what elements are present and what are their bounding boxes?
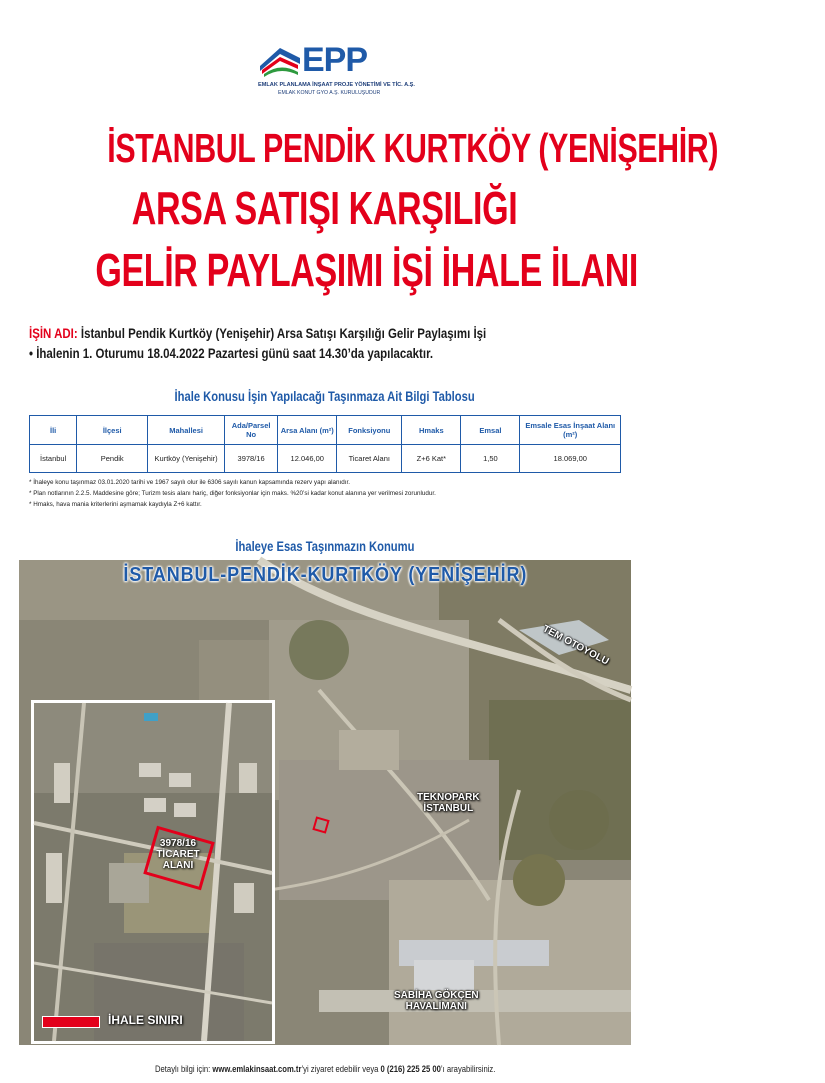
header-ada-parsel: Ada/Parsel No xyxy=(225,416,278,445)
tem-highway-label: TEM OTOYOLU xyxy=(540,623,611,668)
epp-logo xyxy=(258,40,415,102)
header-il: İli xyxy=(30,416,77,445)
logo-text: EPP xyxy=(302,41,368,79)
footer-website-link[interactable]: www.emlakinsaat.com.tr xyxy=(212,1064,302,1074)
job-name-value: İstanbul Pendik Kurtköy (Yenişehir) Arsa Satışı Karşılığı Gelir Paylaşımı İşi xyxy=(77,325,487,341)
footer-contact: Detaylı bilgi için: www.emlakinsaat.com.tr’yi ziyaret edebilir veya 0 (216) 225 25 00’ı arayabilirsiniz. xyxy=(154,1064,496,1074)
session-line: • İhalenin 1. Oturumu 18.04.2022 Pazartesi günü saat 14.30’da yapılacaktır. xyxy=(29,345,434,361)
logo-parent-line: EMLAK KONUT GYO A.Ş. KURULUŞUDUR xyxy=(278,90,381,96)
title-line-3: GELİR PAYLAŞIMI İŞİ İHALE İLANI xyxy=(95,244,639,296)
parcel-label: 3978/16 TİCARET ALANI xyxy=(156,838,200,871)
legend-label: İHALE SINIRI xyxy=(108,1013,183,1027)
title-line-1: İSTANBUL PENDİK KURTKÖY (YENİŞEHİR) xyxy=(107,125,719,171)
header-insaat-alani: Emsale Esas İnşaat Alanı (m²) xyxy=(520,416,621,445)
header-fonksiyon: Fonksiyonu xyxy=(337,416,402,445)
airport-label: SABİHA GÖKÇEN HAVALİMANI xyxy=(394,990,479,1012)
legend-swatch xyxy=(42,1016,100,1028)
cell-il: İstanbul xyxy=(30,445,77,473)
job-name-line xyxy=(29,325,486,341)
header-hmaks: Hmaks xyxy=(402,416,461,445)
logo-company-line: EMLAK PLANLAMA İNŞAAT PROJE YÖNETİMİ VE TİC. A.Ş. xyxy=(258,82,415,88)
table-header-row xyxy=(30,416,621,445)
note-1: * İhaleye konu taşınmaz 03.01.2020 tarihi ve 1967 sayılı olur ile 6306 sayılı kanun kapsamında rezerv yapı alanıdır. xyxy=(29,479,350,486)
aerial-map xyxy=(19,560,631,1045)
header-mahalle: Mahallesi xyxy=(148,416,225,445)
header-ilce: İlçesi xyxy=(77,416,148,445)
cell-emsal: 1,50 xyxy=(461,445,520,473)
teknopark-label: TEKNOPARK İSTANBUL xyxy=(417,792,480,814)
cell-mahalle: Kurtköy (Yenişehir) xyxy=(148,445,225,473)
cell-hmaks: Z+6 Kat* xyxy=(402,445,461,473)
header-arsa-alani: Arsa Alanı (m²) xyxy=(278,416,337,445)
map-section-title: İhaleye Esas Taşınmazın Konumu xyxy=(235,538,415,554)
cell-insaat-alani: 18.069,00 xyxy=(520,445,621,473)
cell-ada-parsel: 3978/16 xyxy=(225,445,278,473)
job-name-label: İŞİN ADI: xyxy=(29,325,78,341)
note-3: * Hmaks, hava mania kriterlerini aşmamak kaydıyla Z+6 kattır. xyxy=(29,501,202,508)
header-emsal: Emsal xyxy=(461,416,520,445)
table-row xyxy=(30,445,621,473)
footer-phone: 0 (216) 225 25 00 xyxy=(380,1064,441,1074)
title-line-2: ARSA SATIŞI KARŞILIĞI xyxy=(132,182,518,234)
map-title: İSTANBUL-PENDİK-KURTKÖY (YENİŞEHİR) xyxy=(123,564,527,586)
inset-map xyxy=(31,700,275,1044)
table-notes xyxy=(29,477,436,510)
property-info-table xyxy=(29,415,621,473)
house-roof-icon xyxy=(258,44,302,78)
cell-fonksiyon: Ticaret Alanı xyxy=(337,445,402,473)
table-title: İhale Konusu İşin Yapılacağı Taşınmaza Ait Bilgi Tablosu xyxy=(174,388,476,404)
note-2: * Plan notlarının 2.2.5. Maddesine göre; Turizm tesis alanı hariç, diğer fonksiyonlar için maks. %20’si kadar konut alanına yer verilmesi zorunludur. xyxy=(29,490,436,497)
cell-ilce: Pendik xyxy=(77,445,148,473)
cell-arsa-alani: 12.046,00 xyxy=(278,445,337,473)
